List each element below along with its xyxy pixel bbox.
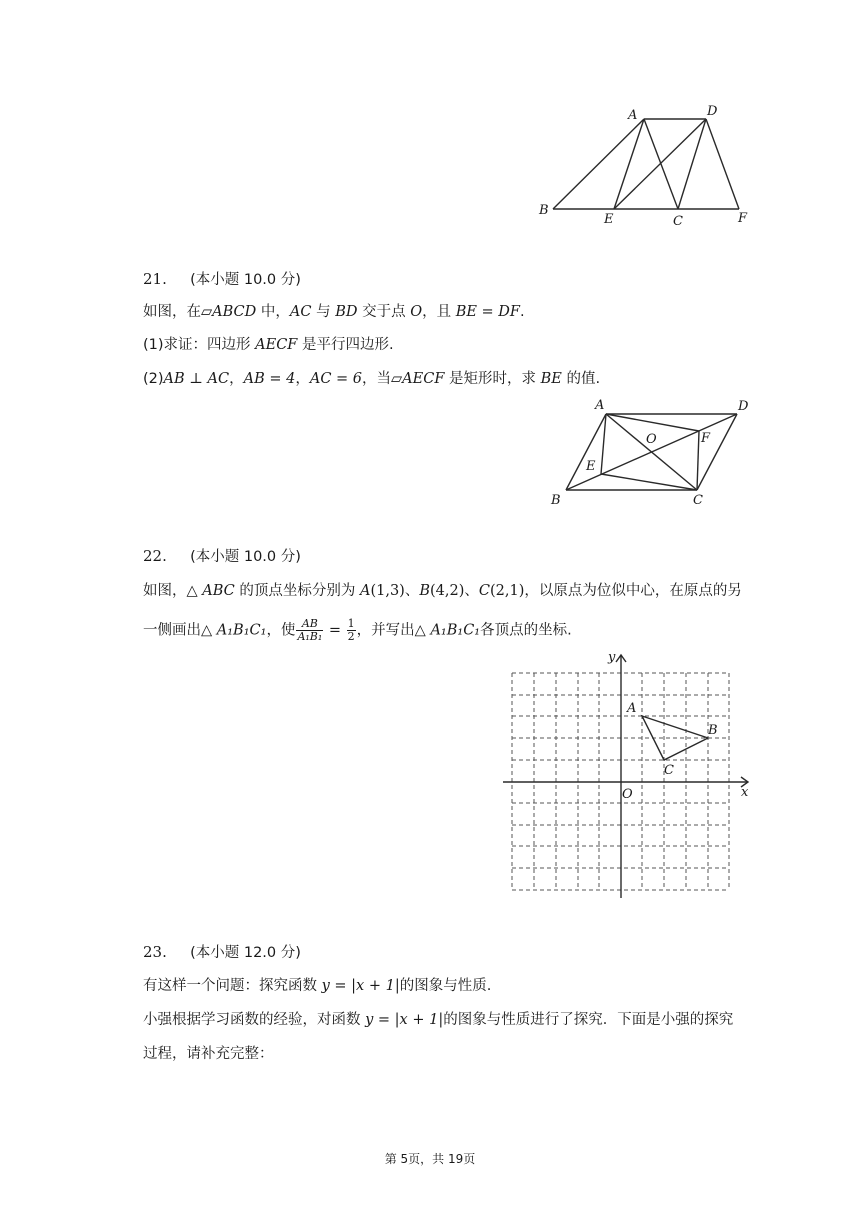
figure-q20 [530, 98, 760, 233]
fig21-label-e: E [586, 459, 596, 474]
q22-number: 22. [143, 547, 167, 565]
q23-heading [143, 942, 301, 963]
q23-number: 23. [143, 943, 167, 961]
q21-line1: 如图，在▱ABCD 中，AC 与 BD 交于点 O，且 BE = DF. [143, 304, 525, 320]
q21-number: 21. [143, 270, 167, 288]
fig21-label-a: A [595, 398, 605, 413]
q22-line2: 一侧画出△ A₁B₁C₁，使 $\frac{AB}{\text{A₁B₁}}$ = $\frac{1}{2}$ ，并写出△ A₁B₁C₁各顶点的坐标. [143, 617, 572, 643]
q23-line1: 有这样一个问题：探究函数 y = |x + 1|的图象与性质. [143, 978, 492, 994]
q21-line3: (2)AB ⊥ AC，AB = 4，AC = 6，当▱AECF 是矩形时，求 BE 的值. [143, 371, 601, 387]
fig20-label-d: D [707, 104, 718, 119]
fig20-label-b: B [539, 203, 549, 218]
q22-heading [143, 546, 301, 567]
q23-line2: 小强根据学习函数的经验，对函数 y = |x + 1|的图象与性质进行了探究．下面是小强的探究 [143, 1012, 734, 1028]
fig20-label-c: C [673, 214, 683, 229]
fig20-label-e: E [604, 212, 614, 227]
fig21-label-d: D [738, 399, 749, 414]
fig20-label-f: F [738, 211, 748, 226]
q23-points: (本小题 12.0 分) [190, 945, 301, 961]
q21-heading [143, 269, 301, 290]
fig21-label-b: B [551, 493, 561, 508]
q22-line1: 如图，△ ABC 的顶点坐标分别为 A(1,3)、B(4,2)、C(2,1)，以原点为位似中心，在原点的另 [143, 583, 742, 599]
fig21-label-o: O [646, 432, 657, 447]
coordinate-grid [500, 645, 760, 905]
figure-q21 [540, 392, 760, 510]
fig21-label-c: C [693, 493, 703, 508]
x-axis-label: x [741, 785, 749, 800]
point-c-label: C [664, 763, 674, 778]
half-fraction: $\frac{1}{2}$ [347, 617, 355, 643]
fig20-label-a: A [628, 108, 638, 123]
page-footer: 第 5页，共 19页 [384, 1152, 476, 1166]
y-axis-label: y [608, 650, 616, 665]
fig21-label-f: F [701, 431, 711, 446]
point-a-label: A [627, 701, 637, 716]
q21-points: (本小题 10.0 分) [190, 272, 301, 288]
q23-line3: 过程，请补充完整： [143, 1046, 274, 1062]
point-b-label: B [708, 723, 718, 738]
origin-label: O [622, 787, 633, 802]
q22-points: (本小题 10.0 分) [190, 549, 301, 565]
ratio-fraction: $\frac{AB}{\text{A₁B₁}}$ [297, 617, 323, 643]
q21-line2: (1)求证：四边形 AECF 是平行四边形. [143, 337, 394, 353]
